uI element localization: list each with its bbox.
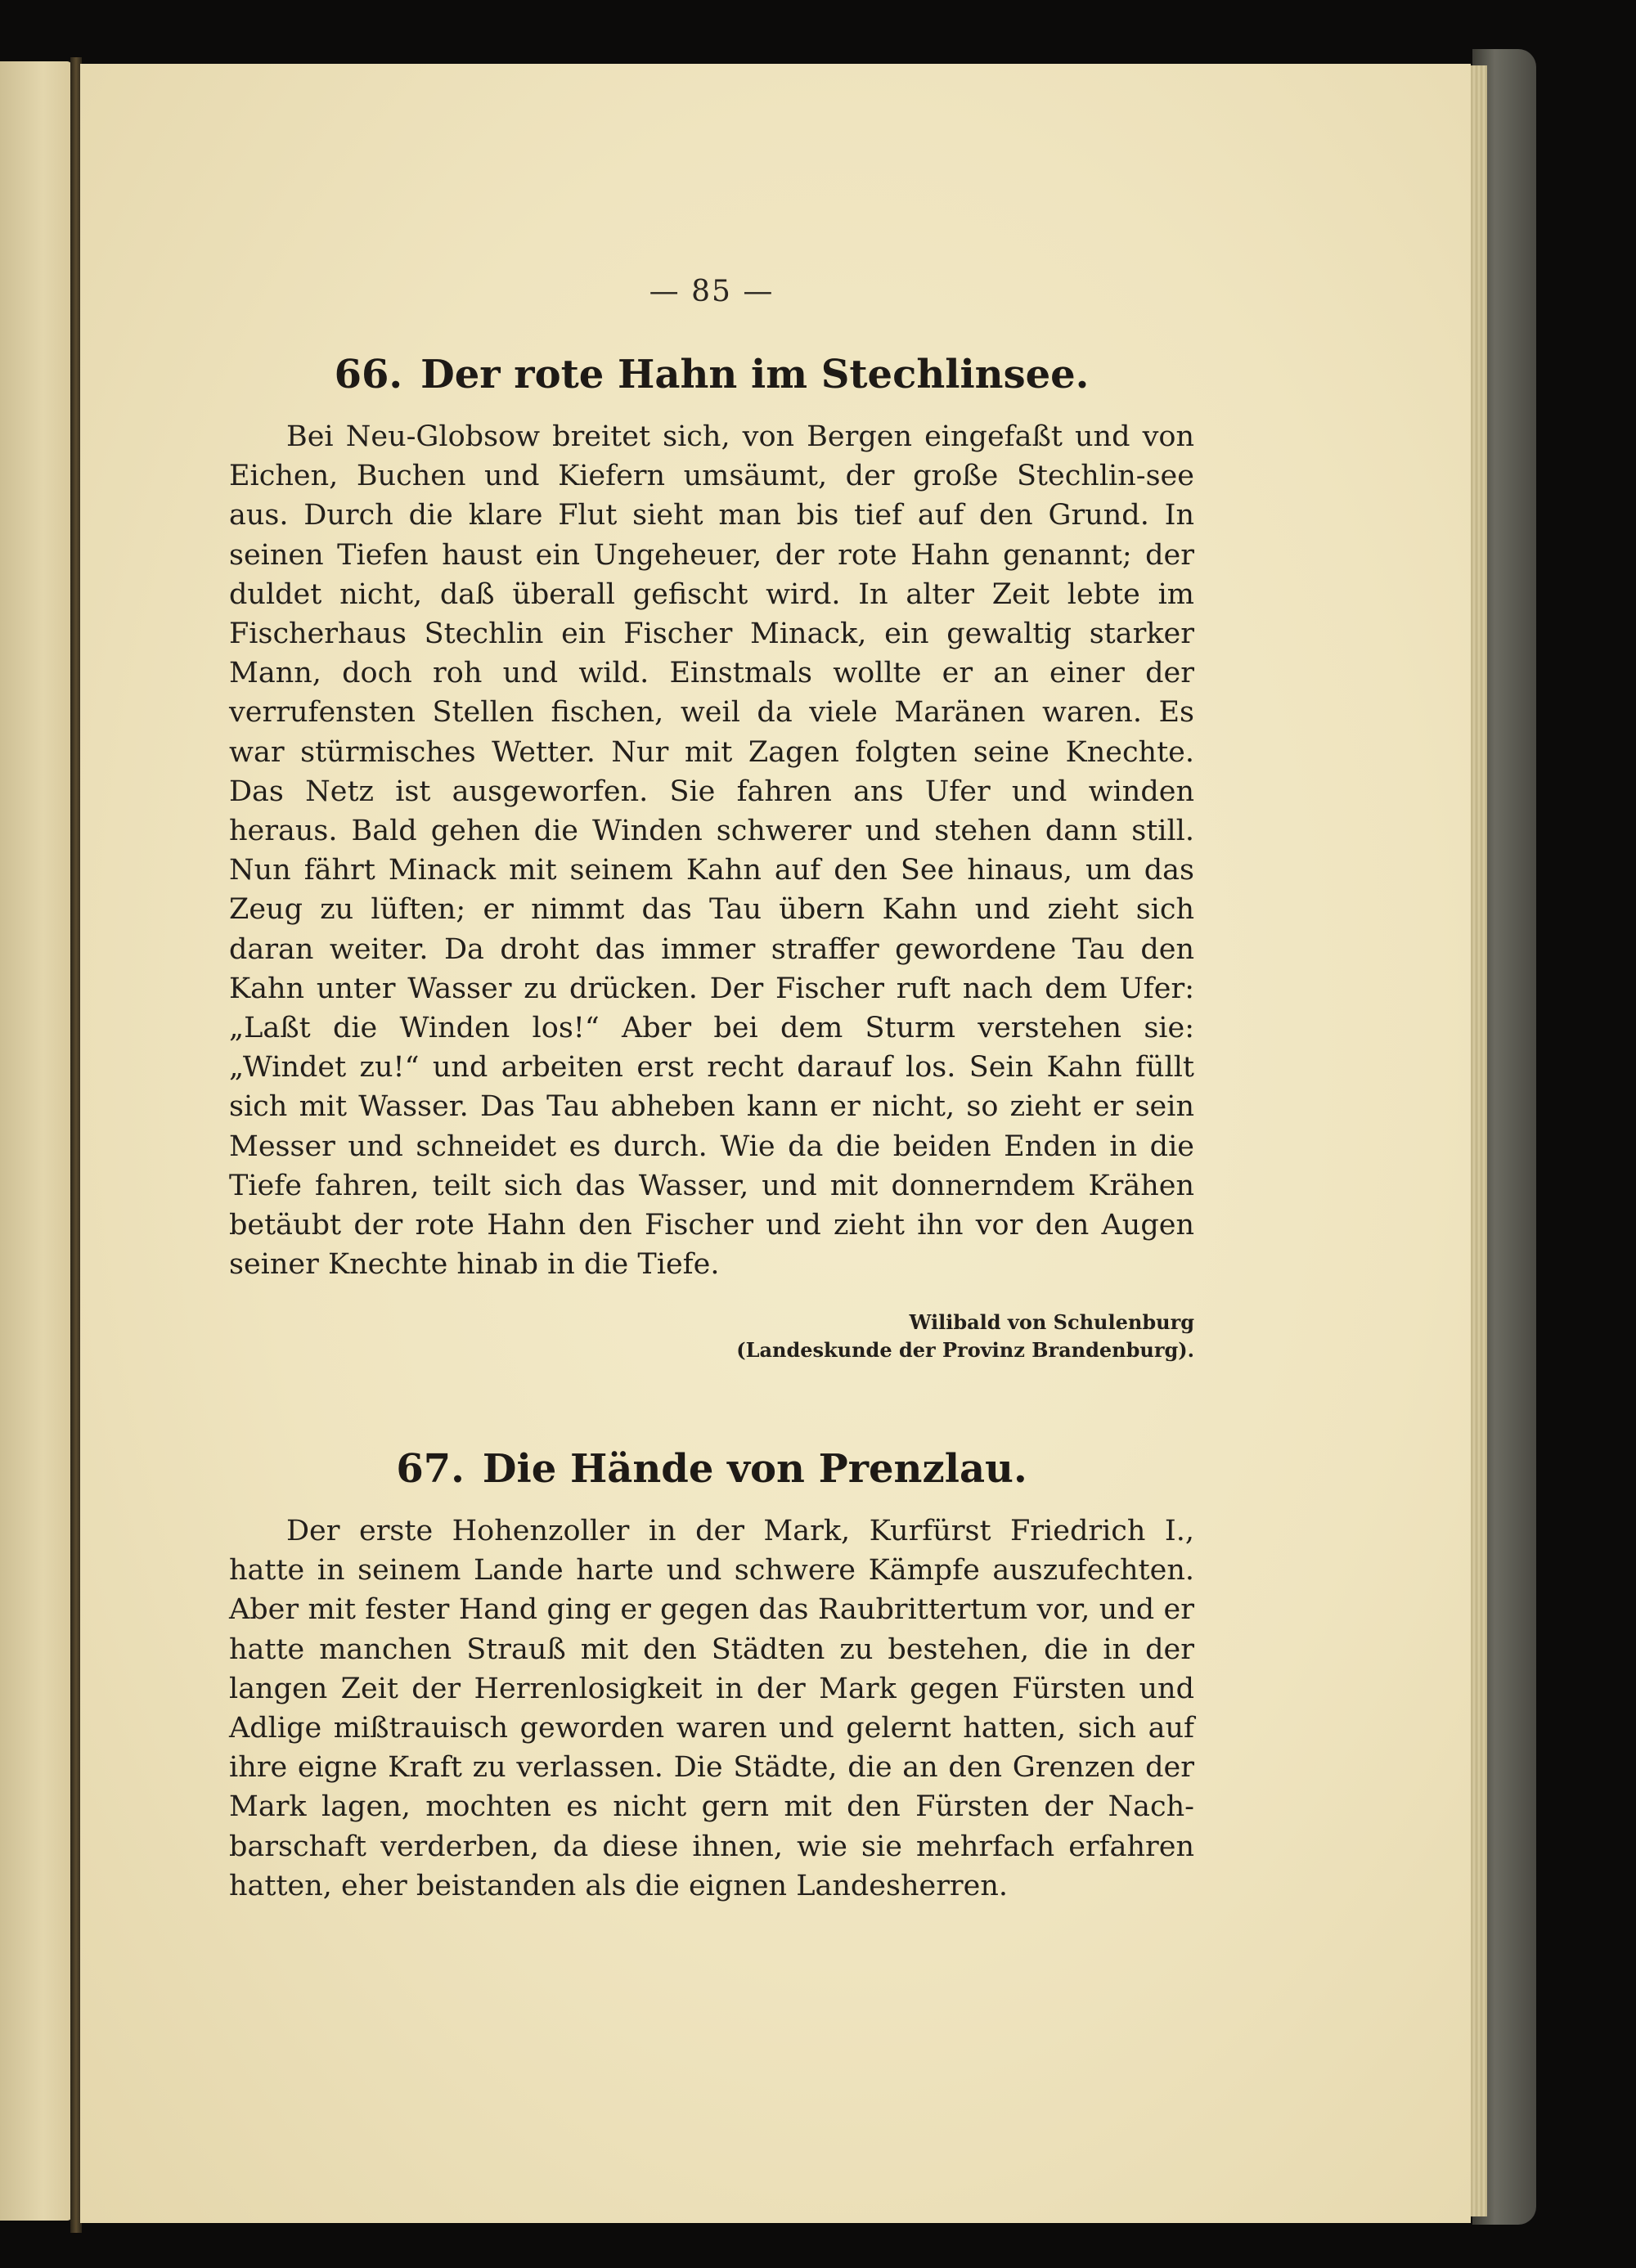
section-67-heading	[229, 1446, 1194, 1492]
page-number: — 85 —	[649, 275, 775, 308]
previous-page-edge	[0, 61, 72, 2221]
section-66-heading	[229, 352, 1194, 397]
section-66-body: Bei Neu-Globsow breitet sich, von Bergen eingefaßt und von Eichen, Buchen und Kiefern umsäumt, der große Stechlin-see aus. Durch die klare Flut sieht man bis tief auf den Grund. In seinen Tiefen haust ein Ungeheuer, der rote Hahn genannt; der duldet nicht, daß überall gefischt wird. In alter Zeit lebte im Fischerhaus Stechlin ein Fischer Minack, ein gewaltig starker Mann, doch roh und wild. Einstmals wollte er an einer der verrufensten Stellen fischen, weil da viele Maränen waren. Es war stürmisches Wetter. Nur mit Zagen folgten seine Knechte. Das Netz ist ausgeworfen. Sie fahren ans Ufer und winden heraus. Bald gehen die Winden schwerer und stehen dann still. Nun fährt Minack mit seinem Kahn auf den See hinaus, um das Zeug zu lüften; er nimmt das Tau übern Kahn und zieht sich daran weiter. Da droht das immer straffer gewordene Tau den Kahn unter Wasser zu drücken. Der Fischer ruft nach dem Ufer: „Laßt die Winden los!“ Aber bei dem Sturm verstehen sie: „Windet zu!“ und arbeiten erst recht darauf los. Sein Kahn füllt sich mit Wasser. Das Tau abheben kann er nicht, so zieht er sein Messer und schneidet es durch. Wie da die beiden Enden in die Tiefe fahren, teilt sich das Wasser, und mit donnerndem Krähen betäubt der rote Hahn den Fischer und zieht ihn vor den Augen seiner Knechte hinab in die Tiefe.	[229, 420, 1194, 1282]
section-67-body: Der erste Hohenzoller in der Mark, Kurfürst Friedrich I., hatte in seinem Lande harte und schwere Kämpfe auszufechten. Aber mit fester Hand ging er gegen das Raubrittertum vor, und er hatte manchen Strauß mit den Städten zu bestehen, die in der langen Zeit der Herrenlosigkeit in der Mark gegen Fürsten und Adlige mißtrauisch geworden waren und gelernt hatten, sich auf ihre eigne Kraft zu verlassen. Die Städte, die an den Grenzen der Mark lagen, mochten es nicht gern mit den Fürsten der Nach-barschaft verderben, da diese ihnen, wie sie mehrfach erfahren hatten, eher beistanden als die eignen Landesherren.	[229, 1515, 1194, 1902]
section-66-source	[229, 1309, 1194, 1364]
section-66-title: Der rote Hahn im Stechlinsee.	[420, 352, 1090, 397]
source-work: (Landeskunde der Provinz Brandenburg).	[736, 1338, 1194, 1362]
source-author: Wilibald von Schulenburg	[909, 1310, 1194, 1334]
section-66-number: 66.	[334, 352, 403, 397]
book-page	[80, 64, 1471, 2223]
section-67-title: Die Hände von Prenzlau.	[482, 1446, 1027, 1492]
section-67-number: 67.	[396, 1446, 465, 1492]
